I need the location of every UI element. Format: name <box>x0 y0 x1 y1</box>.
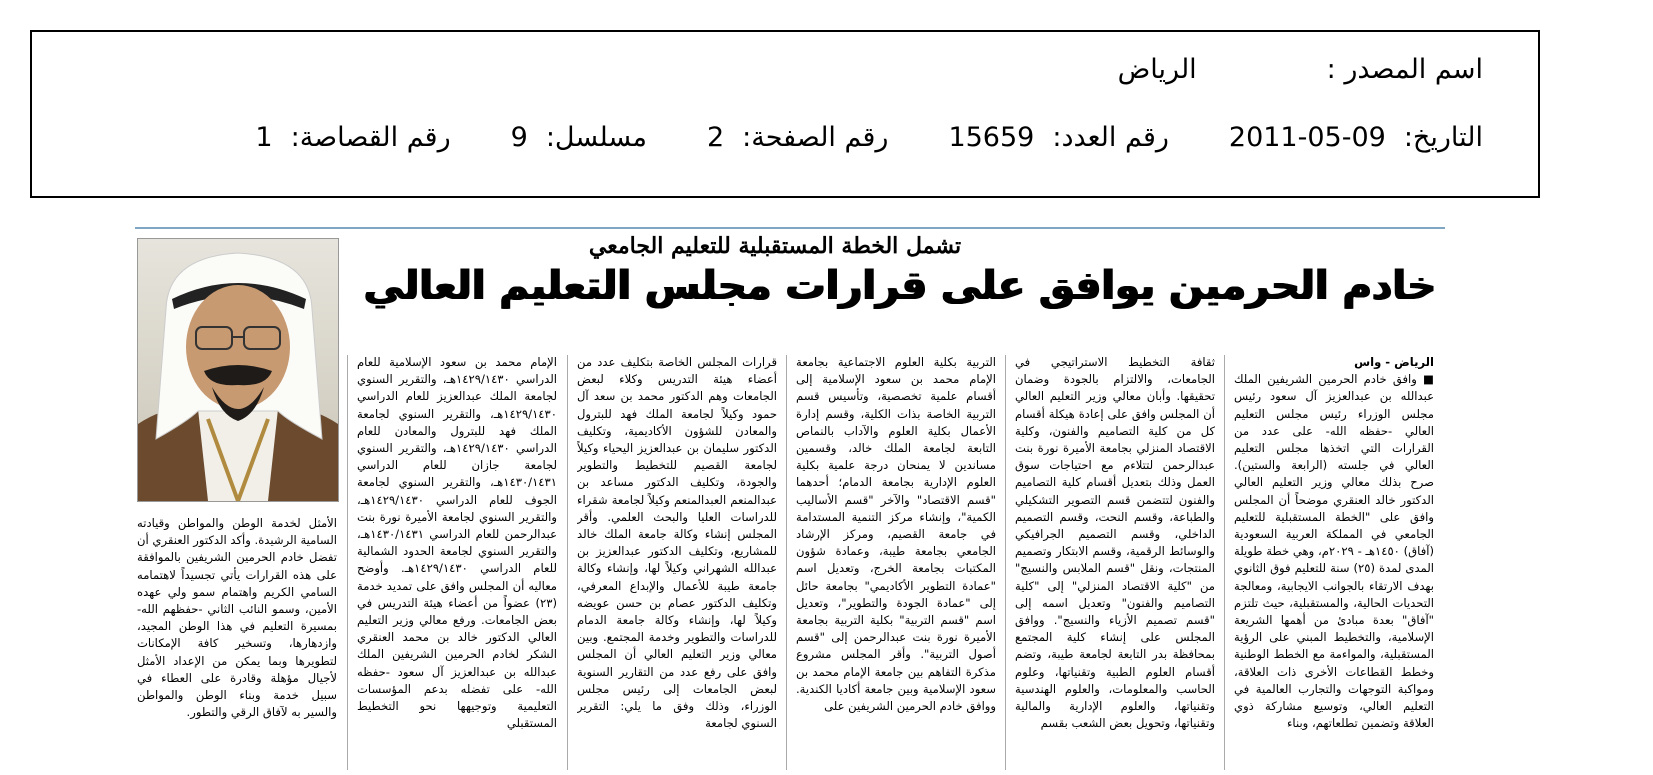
serial-value: 9 <box>510 122 528 153</box>
article-column-3 <box>796 354 996 774</box>
column-divider <box>567 355 568 770</box>
issue-label: رقم العدد: <box>1052 122 1169 153</box>
date-value: 2011-05-09 <box>1228 122 1386 153</box>
meta-line <box>255 122 1483 153</box>
column-2-text: ثقافة التخطيط الاستراتيجي في الجامعات، والالتزام بالجودة وضمان تحقيقها. وأبان معالي وزير التعليم العالي أن المجلس وافق على إعادة هيكلة أقسام كل من كلية التصاميم والفنون، وكلية الاقتصاد المنزلي بجامعة الأميرة نورة بنت عبدالرحمن لتتلاءم مع احتياجات سوق العمل وذلك بتعديل أقسام كلية التصاميم والفنون لتتضمن قسم التصوير التشكيلي والطباعة، وقسم النحت، وقسم التصميم الداخلي، وقسم التصميم الجرافيكي والوسائط الرقمية، وقسم الابتكار وتصميم المنتجات، ونقل "قسم الملابس والنسيج" من "كلية الاقتصاد المنزلي" إلى "كلية التصاميم والفنون" وتعديل اسمه إلى "قسم تصميم الأزياء والنسيج". ووافق المجلس على إنشاء كلية المجتمع بمحافظة بدر التابعة لجامعة طيبة، وتضم أقسام العلوم الطبية وتقنياتها، وعلوم الحاسب والمعلومات، والعلوم الهندسية وتقنياتها، والعلوم الإدارية والمالية وتقنياتها، وتحويل بعض الشعب بقسم <box>1015 355 1215 731</box>
page-label: رقم الصفحة: <box>742 122 889 153</box>
column-6-text: الأمثل لخدمة الوطن والمواطن وقيادته السامية الرشيدة. وأكد الدكتور العنقري أن تفضل خادم الحرمين الشريفين بالموافقة على هذه القرارات يأتي تجسيداً لاهتمامه السامي الكريم واهتمام سمو ولي عهده الأمين، وسمو النائب الثاني -حفظهم الله- بمسيرة التعليم في هذا الوطن المجيد، وازدهارها، وتسخير كافة الإمكانات لتطويرها وبما يمكن من الإعداد الأمثل لأجيال مؤهلة وقادرة على العطاء في سبيل خدمة وبناء الوطن والمواطن والسير به لآفاق الرقي والتطور. <box>137 516 337 720</box>
clip-label: رقم القصاصة: <box>290 122 451 153</box>
source-value: الرياض <box>1117 54 1197 85</box>
column-5-text: الإمام محمد بن سعود الإسلامية للعام الدراسي ١٤٢٩/١٤٣٠هـ، والتقرير السنوي لجامعة الملك عبدالعزيز للعام الدراسي ١٤٢٩/١٤٣٠هـ، والتقرير السنوي لجامعة الملك فهد للبترول والمعادن للعام الدراسي ١٤٢٩/١٤٣٠هـ، والتقرير السنوي لجامعة جازان للعام الدراسي ١٤٣٠/١٤٣١هـ، والتقرير السنوي لجامعة الجوف للعام الدراسي ١٤٢٩/١٤٣٠هـ، والتقرير السنوي لجامعة الأميرة نورة بنت عبدالرحمن للعام الدراسي ١٤٣٠/١٤٣١هـ، والتقرير السنوي لجامعة الحدود الشمالية للعام الدراسي ١٤٢٩/١٤٣٠هـ. وأوضح معاليه أن المجلس وافق على تمديد خدمة (٢٣) عضواً من أعضاء هيئة التدريس في بعض الجامعات. ورفع معالي وزير التعليم العالي الدكتور خالد بن محمد العنقري الشكر لخادم الحرمين الشريفين الملك عبدالله بن عبدالعزيز آل سعود -حفظه الله- على تفضله بدعم المؤسسات التعليمية وتوجيهها نحو التخطيط المستقبلي <box>357 355 557 731</box>
source-line <box>1118 54 1483 85</box>
article-column-2 <box>1015 354 1215 774</box>
king-portrait-photo <box>137 238 339 502</box>
source-label: اسم المصدر : <box>1326 54 1483 85</box>
top-rule <box>135 227 1445 229</box>
serial-label: مسلسل: <box>545 122 647 153</box>
clip-value: 1 <box>255 122 273 153</box>
article-column-1 <box>1234 354 1434 774</box>
article-headline: خادم الحرمين يوافق على قرارات مجلس التعليم العالي <box>363 263 1437 309</box>
date-label: التاريخ: <box>1403 122 1483 153</box>
column-3-text: التربية بكلية العلوم الاجتماعية بجامعة الإمام محمد بن سعود الإسلامية إلى أقسام علمية تخصصية، وتأسيس قسم التربية الخاصة بذات الكلية، وقسم إدارة الأعمال بكلية العلوم والآداب بالنماص التابعة لجامعة الملك خالد، وقسمين مساندين لا يمنحان درجة علمية بكلية العلوم الإدارية بجامعة الدمام؛ أحدهما "قسم الاقتصاد" والآخر "قسم الأساليب الكمية"، وإنشاء مركز التنمية المستدامة في جامعة القصيم، ومركز الإرشاد الجامعي بجامعة طيبة، وعمادة شؤون المكتبات بجامعة الخرج، وتعديل اسم "عمادة التطوير الأكاديمي" بجامعة حائل إلى "عمادة الجودة والتطوير"، وتعديل اسم "قسم التربية" بكلية التربية بجامعة الأميرة نورة بنت عبدالرحمن إلى "قسم أصول التربية". وأقر المجلس مشروع مذكرة التفاهم بين جامعة الإمام محمد بن سعود الإسلامية وبين جامعة أكاديا الكندية. ووافق خادم الحرمين الشريفين على <box>796 355 996 714</box>
article-kicker: تشمل الخطة المستقبلية للتعليم الجامعي <box>588 233 962 259</box>
dateline: الرياض - واس <box>1354 355 1434 369</box>
column-divider <box>347 355 348 770</box>
article-column-5 <box>357 354 557 774</box>
page-value: 2 <box>706 122 725 153</box>
column-1-text: ■ وافق خادم الحرمين الشريفين الملك عبدالله بن عبدالعزيز آل سعود رئيس مجلس الوزراء رئيس مجلس التعليم العالي -حفظه الله- على عدد من القرارات التي اتخذها مجلس التعليم العالي في جلسته (الرابعة والستين). صرح بذلك معالي وزير التعليم العالي الدكتور خالد العنقري موضحاً أن المجلس وافق على "الخطة المستقبلية للتعليم الجامعي في المملكة العربية السعودية (آفاق) ١٤٥٠هـ - ٢٠٢٩م، وهي خطة طويلة المدى لمدة (٢٥) سنة للتعليم فوق الثانوي بهدف الارتقاء بالجوانب الايجابية، ومعالجة التحديات الحالية، والمستقبلية، حيث تلتزم "آفاق" بعدة مبادئ من أهمها الشريعة الإسلامية، والتخطيط المبني على الرؤية المستقبلية، والمواءمة مع الخطط الوطنية وخطط القطاعات الأخرى ذات العلاقة، ومواكبة التوجهات والتجارب العالمية في التعليم العالي، وتوسيع مشاركة ذوي العلاقة وتضمين تطلعاتهم، وبناء <box>1234 372 1434 731</box>
column-divider <box>1005 355 1006 770</box>
article-column-6 <box>137 515 337 770</box>
column-4-text: قرارات المجلس الخاصة بتكليف عدد من أعضاء هيئة التدريس وكلاء لبعض الجامعات وهم الدكتور محمد بن سعد آل حمود وكيلاً لجامعة الملك فهد للبترول والمعادن للشؤون الأكاديمية، وتكليف الدكتور سليمان بن عبدالعزيز اليحياء وكيلاً لجامعة القصيم للتخطيط والتطوير والجودة، وتكليف الدكتور مساعد بن عبدالمنعم العبدالمنعم وكيلاً لجامعة شقراء للدراسات العليا والبحث العلمي. وأقر المجلس إنشاء وكالة جامعة الملك خالد للمشاريع، وتكليف الدكتور عبدالعزيز بن عبدالله الشهراني وكيلاً لها، وإنشاء وكالة جامعة طيبة للأعمال والإبداع المعرفي، وتكليف الدكتور عصام بن حسن عويضه وكيلاً لها، وإنشاء وكالة جامعة الدمام للدراسات والتطوير وخدمة المجتمع. وبين معالي وزير التعليم العالي أن المجلس وافق على رفع عدد من التقارير السنوية لبعض الجامعات إلى رئيس مجلس الوزراء، وذلك وفق ما يلي: التقرير السنوي لجامعة <box>577 355 777 731</box>
column-divider <box>1224 355 1225 770</box>
column-divider <box>786 355 787 770</box>
clipping-info-box <box>30 30 1540 198</box>
issue-value: 15659 <box>948 122 1035 153</box>
newspaper-clipping <box>135 223 1445 775</box>
article-column-4 <box>577 354 777 774</box>
